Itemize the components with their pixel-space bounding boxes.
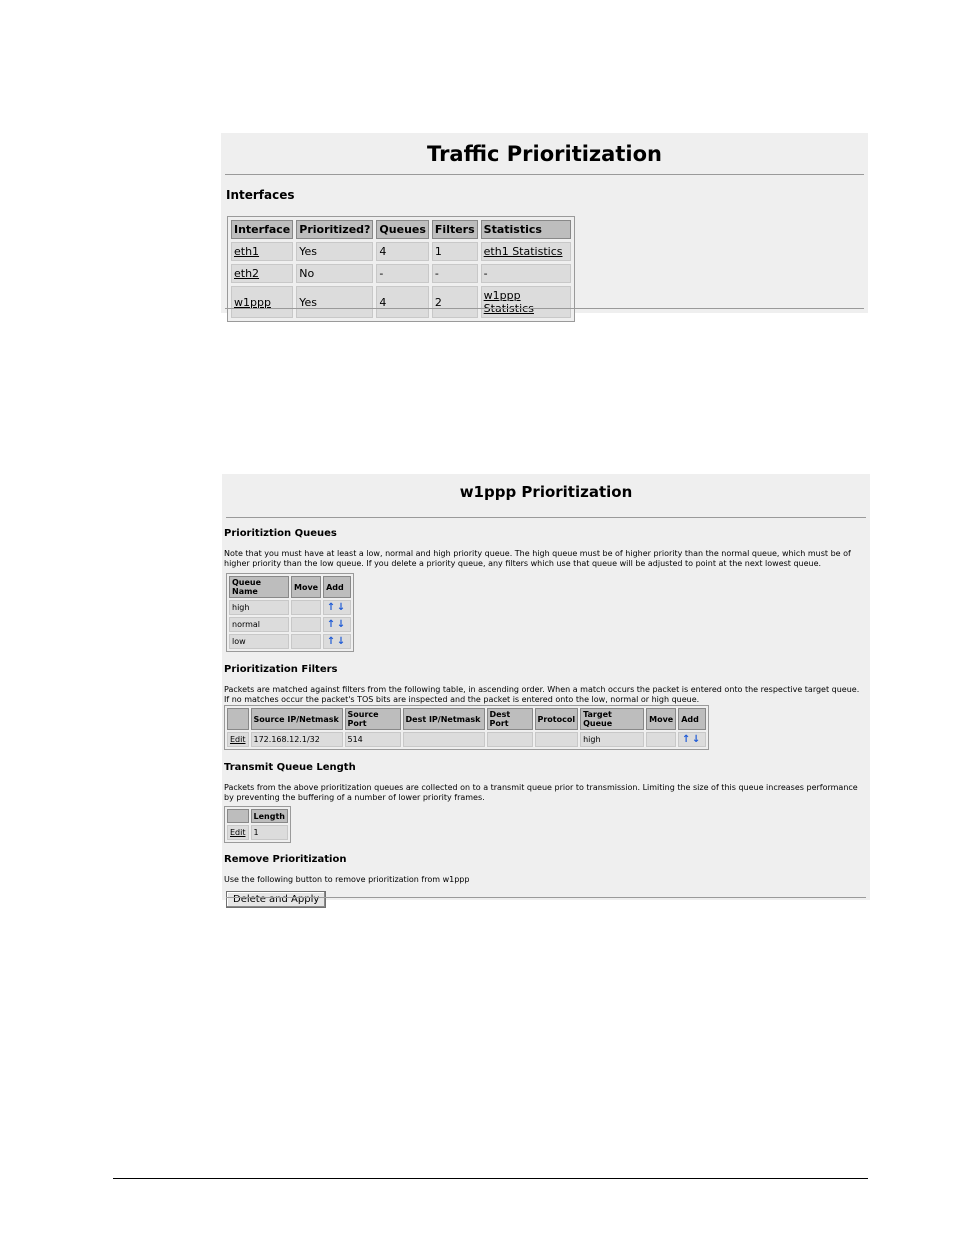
- queues-cell: 4: [376, 242, 428, 261]
- add-cell: [323, 634, 351, 649]
- col-prioritized: Prioritized?: [296, 220, 373, 239]
- table-row: [231, 286, 571, 318]
- filters-note: Packets are matched against filters from the following table, in ascending order. When a match occurs the packet is entered onto the respective target queue. If no matches occur the packet's TOS bits are inspected and the packet is entered onto the low, normal or high queue.: [224, 685, 860, 704]
- dest-ip-cell: [403, 732, 485, 747]
- col-source-ip: Source IP/Netmask: [251, 708, 343, 730]
- edit-cell: [227, 825, 249, 840]
- filters-cell: -: [432, 264, 478, 283]
- col-source-port: Source Port: [345, 708, 401, 730]
- filters-table: [224, 705, 709, 750]
- filters-cell: 1: [432, 242, 478, 261]
- col-interface: Interface: [231, 220, 293, 239]
- protocol-cell: [535, 732, 579, 747]
- queue-name-cell: normal: [229, 617, 289, 632]
- interfaces-heading: Interfaces: [226, 188, 295, 202]
- table-header-row: [229, 576, 351, 598]
- txq-note: Packets from the above prioritization queues are collected on to a transmit queue prior to transmission. Limiting the size of this queue increases performance by preventing the buffering of a number of lower priority frames.: [224, 783, 858, 802]
- queue-name-cell: low: [229, 634, 289, 649]
- interface-link-eth2[interactable]: eth2: [234, 267, 260, 280]
- queues-table: [226, 573, 354, 652]
- footer-rule: [113, 1178, 868, 1179]
- table-row: [229, 617, 351, 632]
- col-dest-port: Dest Port: [487, 708, 533, 730]
- edit-txq-link[interactable]: Edit: [230, 828, 246, 837]
- col-edit: [227, 708, 249, 730]
- table-row: [229, 634, 351, 649]
- move-cell: [646, 732, 676, 747]
- table-row: [227, 732, 706, 747]
- target-queue-cell: high: [580, 732, 644, 747]
- add-above-icon[interactable]: ↑: [326, 618, 336, 630]
- length-cell: 1: [251, 825, 288, 840]
- col-filters: Filters: [432, 220, 478, 239]
- queue-name-cell: high: [229, 600, 289, 615]
- delete-and-apply-button[interactable]: Delete and Apply: [226, 891, 326, 908]
- statistics-link-eth1[interactable]: eth1 Statistics: [483, 245, 563, 258]
- title-divider: [226, 517, 866, 518]
- queues-note: Note that you must have at least a low, normal and high priority queue. The high queue must be of higher priority than the normal queue, which must be of higher priority than the low queue. If you delete a priority queue, any filters which use that queue will be adjusted to point at the next lowest queue.: [224, 549, 851, 568]
- interface-cell: [231, 242, 293, 261]
- txq-table: [224, 806, 291, 843]
- add-below-icon[interactable]: ↓: [336, 635, 346, 647]
- add-above-icon[interactable]: ↑: [326, 601, 336, 613]
- prioritized-cell: No: [296, 264, 373, 283]
- w1ppp-title: w1ppp Prioritization: [459, 483, 633, 501]
- bottom-divider: [225, 308, 864, 309]
- interface-link-eth1[interactable]: eth1: [234, 245, 260, 258]
- table-header-row: [227, 809, 288, 823]
- move-cell: [291, 600, 321, 615]
- remove-heading: Remove Prioritization: [224, 854, 347, 865]
- col-dest-ip: Dest IP/Netmask: [403, 708, 485, 730]
- filters-cell: 2: [432, 286, 478, 318]
- col-add: Add: [323, 576, 351, 598]
- source-ip-cell: 172.168.12.1/32: [251, 732, 343, 747]
- statistics-cell: [481, 286, 571, 318]
- add-below-icon[interactable]: ↓: [336, 618, 346, 630]
- statistics-cell: -: [481, 264, 571, 283]
- statistics-cell: [481, 242, 571, 261]
- table-row: [227, 825, 288, 840]
- bottom-divider: [226, 897, 866, 898]
- move-cell: [291, 634, 321, 649]
- add-cell: [323, 617, 351, 632]
- add-cell: [678, 732, 706, 747]
- page-title: Traffic Prioritization: [427, 142, 662, 166]
- add-cell: [323, 600, 351, 615]
- add-above-icon[interactable]: ↑: [682, 733, 691, 745]
- queues-cell: -: [376, 264, 428, 283]
- col-length: Length: [251, 809, 288, 823]
- table-row: [229, 600, 351, 615]
- col-queue-name: Queue Name: [229, 576, 289, 598]
- interface-cell: [231, 264, 293, 283]
- edit-filter-link[interactable]: Edit: [230, 735, 246, 744]
- interface-link-w1ppp[interactable]: w1ppp: [234, 295, 271, 309]
- edit-cell: [227, 732, 249, 747]
- title-divider: [225, 174, 864, 175]
- add-above-icon[interactable]: ↑: [326, 635, 336, 647]
- queues-cell: 4: [376, 286, 428, 318]
- queues-heading: Prioritiztion Queues: [224, 528, 337, 539]
- w1ppp-prioritization-panel: [222, 474, 870, 905]
- prioritized-cell: Yes: [296, 242, 373, 261]
- col-move: Move: [291, 576, 321, 598]
- table-header-row: [231, 220, 571, 239]
- col-queues: Queues: [376, 220, 428, 239]
- source-port-cell: 514: [345, 732, 401, 747]
- table-header-row: [227, 708, 706, 730]
- col-target-queue: Target Queue: [580, 708, 644, 730]
- table-row: [231, 242, 571, 261]
- dest-port-cell: [487, 732, 533, 747]
- remove-note: Use the following button to remove prioritization from w1ppp: [224, 875, 470, 884]
- filters-heading: Prioritization Filters: [224, 664, 338, 675]
- add-below-icon[interactable]: ↓: [336, 601, 346, 613]
- txq-heading: Transmit Queue Length: [224, 762, 356, 773]
- add-below-icon[interactable]: ↓: [692, 733, 701, 745]
- table-row: [231, 264, 571, 283]
- statistics-link-w1ppp[interactable]: w1ppp Statistics: [483, 289, 534, 315]
- move-cell: [291, 617, 321, 632]
- traffic-prioritization-panel: [221, 133, 868, 313]
- col-protocol: Protocol: [535, 708, 579, 730]
- col-move: Move: [646, 708, 676, 730]
- prioritized-cell: Yes: [296, 286, 373, 318]
- col-add: Add: [678, 708, 706, 730]
- col-statistics: Statistics: [481, 220, 571, 239]
- col-edit: [227, 809, 249, 823]
- interfaces-table: [227, 216, 575, 322]
- interface-cell: [231, 286, 293, 318]
